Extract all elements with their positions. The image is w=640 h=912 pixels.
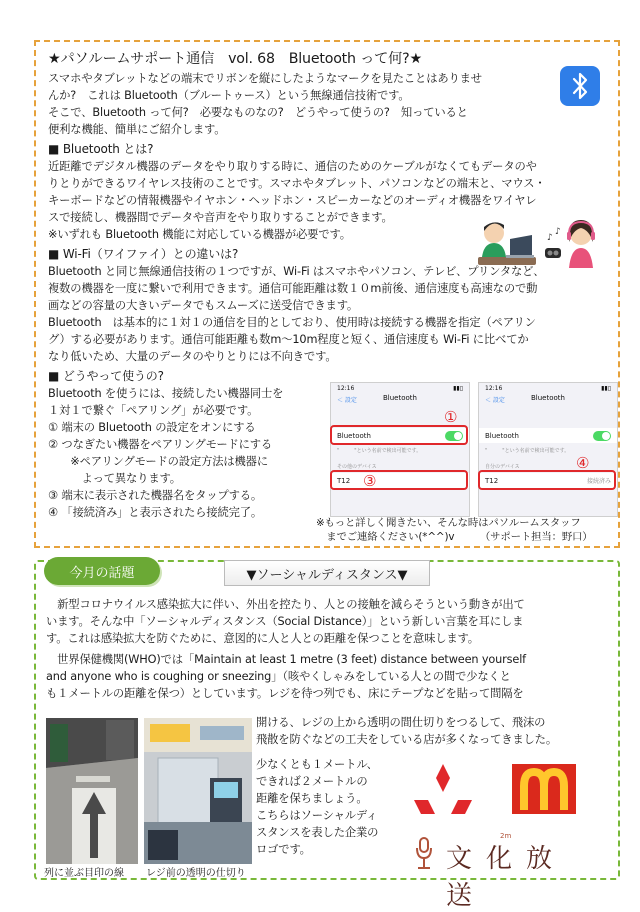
- topic-line: 飛散を防ぐなどの工夫をしている店が多くなってきました。: [256, 733, 557, 746]
- back-settings-link[interactable]: ＜ 設定: [485, 397, 505, 404]
- bluetooth-toggle-row[interactable]: [479, 428, 617, 443]
- discoverable-note: " "という名前で検出可能です。: [485, 448, 570, 454]
- body-line: なり低いため、大量のデータのやりとりには不向きです。: [48, 350, 337, 363]
- section-heading-how: ■ どうやって使うの?: [48, 369, 164, 383]
- contact-note: までご連絡ください(*^^)v （サポート担当：野口）: [316, 531, 593, 543]
- body-line: Bluetooth を使うには、接続したい機器同士を: [48, 387, 284, 400]
- row-label: Bluetooth: [485, 431, 519, 440]
- topic-line: 新型コロナウイルス感染拡大に伴い、外出を控たり、人との接触を減らそうという動きが出て: [46, 598, 525, 611]
- keep-line: こちらはソーシャルディ: [256, 809, 378, 822]
- queue-floor-photo: [46, 718, 138, 864]
- logo-superscript: 2m: [500, 832, 512, 840]
- intro-line: んか? これは Bluetooth（ブルートゥース）という無線通信技術です。: [48, 89, 410, 102]
- highlight-toggle-box: [330, 425, 468, 445]
- other-devices-label: その他のデバイス: [337, 464, 377, 470]
- row-label: Bluetooth: [337, 431, 371, 440]
- body-line: Bluetooth は基本的に１対１の通信を目的としており、使用時は接続する機器を指定（ペアリン: [48, 316, 536, 329]
- body-line: １対１で繋ぐ「ペアリング」が必要です。: [48, 404, 259, 417]
- device-name: T12: [485, 476, 499, 485]
- keep-distance-text: [256, 756, 406, 858]
- bluetooth-toggle[interactable]: [593, 431, 611, 441]
- keep-line: ロゴです。: [256, 843, 311, 856]
- back-settings-link[interactable]: ＜ 設定: [337, 397, 357, 404]
- phone-screenshot-bluetooth-off: [330, 382, 470, 517]
- body-line: ※いずれも Bluetooth 機能に対応している機器が必要です。: [48, 228, 351, 241]
- person-laptop-illustration: [476, 215, 538, 267]
- body-line: キーボードなどの情報機器やイヤホン・ヘッドホン・スピーカーなどのオーディオ機器をワイヤレ: [48, 194, 537, 207]
- screen-header: Bluetooth: [531, 394, 565, 402]
- status-time: 12:16: [337, 385, 355, 392]
- topic-line: 世界保健機関(WHO)では「Maintain at least 1 metre (3 feet) distance between yourself: [46, 653, 527, 666]
- keep-line: 少なくとも１メートル、: [256, 758, 378, 771]
- body-line: 画などの容量の大きいデータでもスムーズに送受信できます。: [48, 299, 359, 312]
- topic-title: ▼ソーシャルディスタンス▼: [224, 560, 430, 586]
- person-headphones-illustration: [541, 212, 603, 270]
- topic-badge: 今月の話題: [44, 557, 160, 585]
- phone-screenshot-bluetooth-connected: [478, 382, 618, 517]
- bluetooth-icon: [560, 66, 600, 106]
- logo-brand-text: 文化放送: [446, 844, 567, 911]
- caption-register-partition: レジ前の透明の仕切り: [146, 868, 246, 879]
- svg-text:♪: ♪: [555, 227, 561, 237]
- body-line: グ）する必要があります。通信可能距離も数m～10m程度と短く、通信速度も Wi-Fi に比べてか: [48, 333, 529, 346]
- discoverable-note: " "という名前で検出可能です。: [337, 448, 422, 454]
- marker-one: ①: [444, 408, 458, 426]
- my-devices-label: 自分のデバイス: [485, 464, 520, 470]
- intro-line: そこで、Bluetooth って何? 必要なものなの? どうやって使うの? 知っていると: [48, 106, 468, 119]
- connected-status: 接続済み: [586, 478, 611, 485]
- section-heading-wifi: ■ Wi-Fi（ワイファイ）との違いは?: [48, 247, 239, 261]
- battery-icon: ▮▮▯: [601, 385, 611, 392]
- device-name: T12: [337, 476, 351, 485]
- screen-header: Bluetooth: [383, 394, 417, 402]
- step-line: ③ 端末に表示された機器名をタップする。: [48, 489, 263, 502]
- battery-icon: ▮▮▯: [453, 385, 463, 392]
- body-line: りとりができるワイヤレス技術のことです。スマホやタブレット、パソコンなどの端末と、マウス・: [48, 177, 546, 190]
- mitsubishi-style-logo: [412, 762, 474, 822]
- bunka-hoso-logo: [412, 832, 602, 911]
- step-line: ④ 「接続済み」と表示されたら接続完了。: [48, 506, 263, 519]
- marker-three: ③: [363, 472, 377, 490]
- topic-text-full: [46, 596, 614, 702]
- body-line: Bluetooth と同じ無線通信技術の１つですが、Wi-Fi はスマホやパソコン、テレビ、プリンタなど、: [48, 265, 545, 278]
- caption-queue-line: 列に並ぶ目印の線: [44, 868, 124, 879]
- intro-line: スマホやタブレットなどの端末でリボンを縦にしたようなマークを見たことはありませ: [48, 72, 482, 85]
- keep-line: スタンスを表した企業の: [256, 826, 379, 839]
- section-heading-what: ■ Bluetooth とは?: [48, 142, 154, 156]
- body-line: 複数の機器を一度に繋いで利用できます。通信可能距離は数１０m前後、通信速度も高速なので動: [48, 282, 538, 295]
- intro-line: 便利な機能、簡単にご紹介します。: [48, 123, 226, 136]
- keep-line: できれば２メートルの: [256, 775, 368, 788]
- step-line: ② つなぎたい機器をペアリングモードにする: [48, 438, 273, 451]
- newsletter-title: ★パソルームサポート通信 vol. 68 Bluetooth って何?★: [48, 51, 422, 67]
- topic-line: います。そんな中「ソーシャルディスタンス（Social Distance）」という新しい言葉を耳にしま: [46, 615, 524, 628]
- svg-text:♪: ♪: [547, 233, 553, 243]
- highlight-connected-box: [478, 470, 616, 490]
- contact-note: ※もっと詳しく聞きたい、そんな時はパソルームスタッフ: [316, 517, 581, 529]
- body-line: スで接続し、機器間でデータや音声をやり取りすることができます。: [48, 211, 393, 224]
- marker-four: ④: [576, 454, 590, 472]
- mcdonalds-logo: [512, 764, 576, 814]
- topic-line: 開ける、レジの上から透明の間仕切りをつるして、飛沫の: [256, 716, 546, 729]
- status-time: 12:16: [485, 385, 503, 392]
- topic-line: and anyone who is coughing or sneezing」（咳やくしゃみをしている人との間で少なくと: [46, 670, 511, 683]
- body-line: 近距離でデジタル機器のデータをやり取りする時に、通信のためのケーブルがなくてもデータのや: [48, 160, 537, 173]
- topic-text-right: [256, 714, 616, 748]
- topic-line: も１メートルの距離を保つ）としています。レジを待つ列でも、床にテープなどを貼って間隔を: [46, 687, 524, 700]
- support-newsletter-box: [34, 40, 620, 548]
- topic-line: す。これは感染拡大を防ぐために、意図的に人と人との距離を保つことを意味します。: [46, 632, 479, 645]
- microphone-icon: [412, 836, 436, 872]
- keep-line: 距離を保ちましょう。: [256, 792, 368, 805]
- step-note: ※ペアリングモードの設定方法は機器に: [48, 455, 268, 468]
- step-note: よって異なります。: [48, 472, 181, 485]
- highlight-device-box: [330, 470, 468, 490]
- register-partition-photo: [144, 718, 252, 864]
- step-line: ① 端末の Bluetooth の設定をオンにする: [48, 421, 256, 434]
